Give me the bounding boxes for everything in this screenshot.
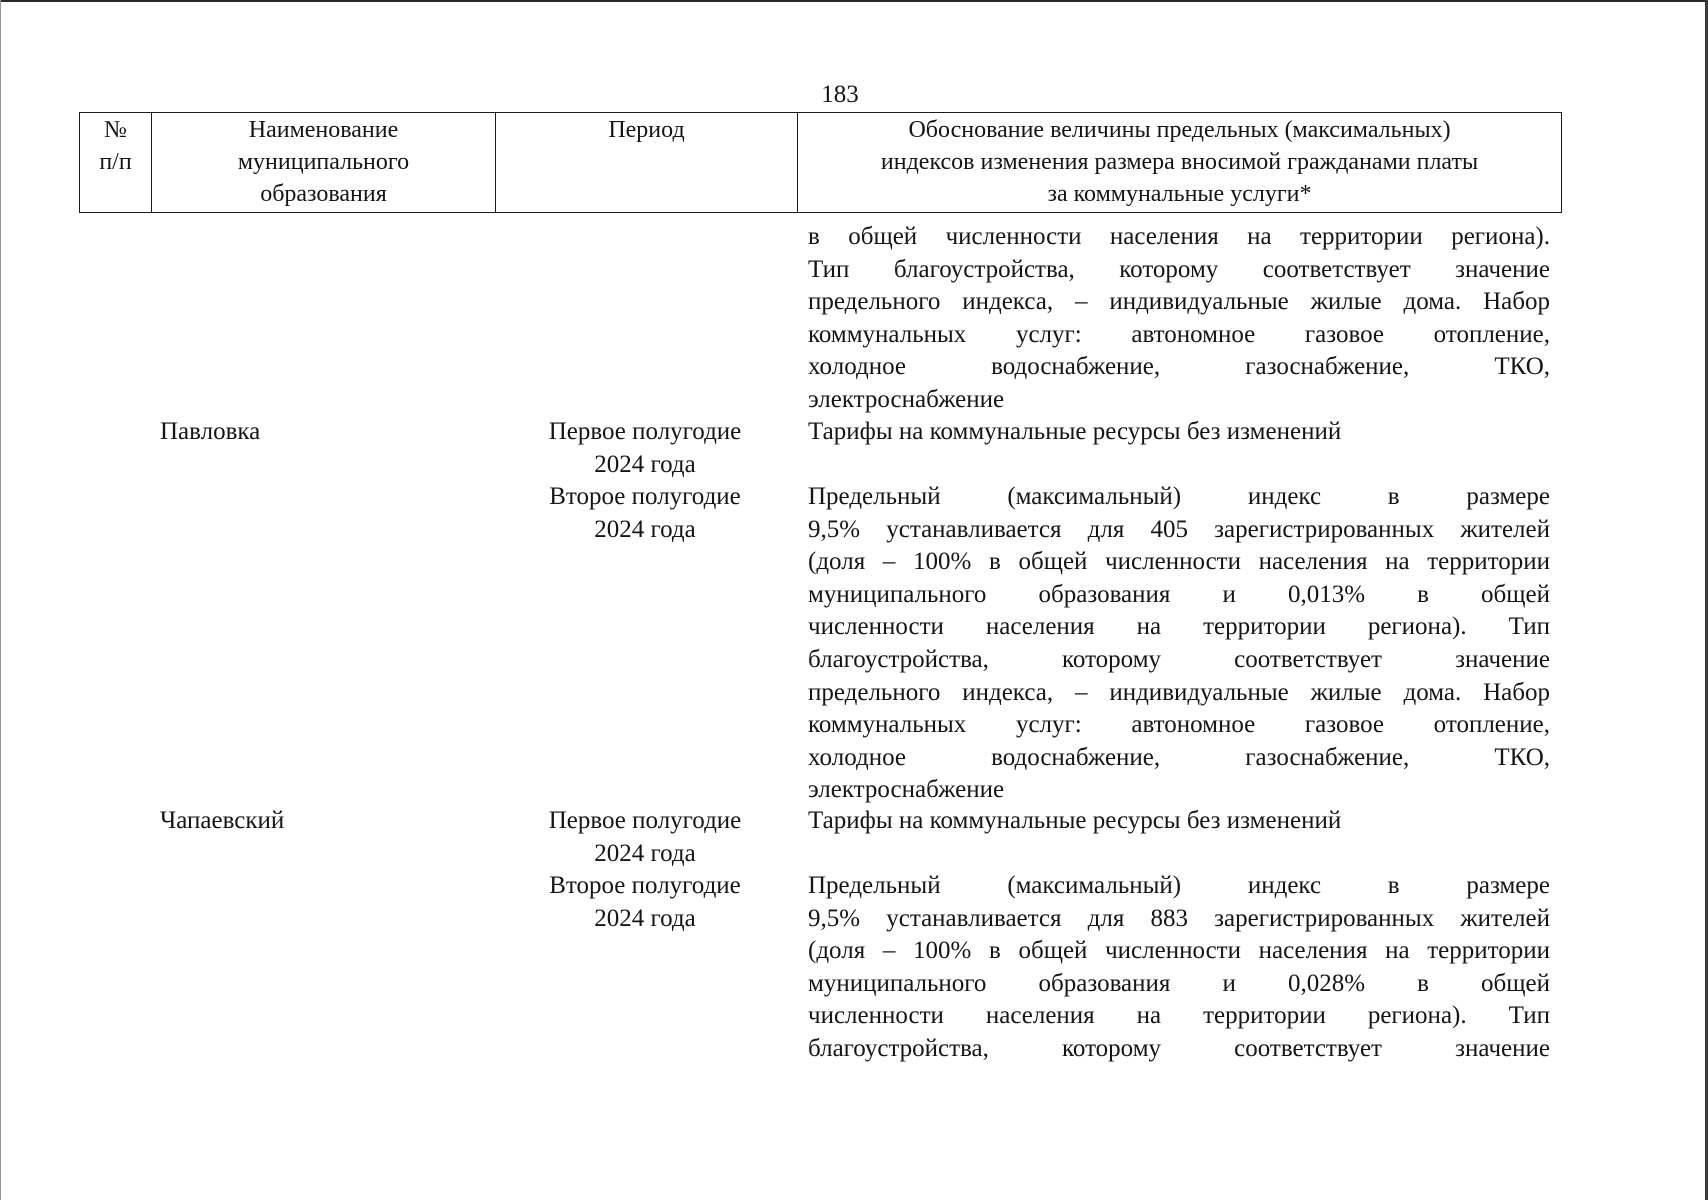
text-line: Тарифы на коммунальные ресурсы без изменений — [808, 807, 1342, 834]
text-line: (доля – 100% в общей численности населения на территории — [808, 548, 1550, 576]
header-text-line: п/п — [99, 149, 132, 175]
text-line: электроснабжение — [808, 776, 1005, 804]
period-line: Первое полугодие — [548, 418, 742, 445]
text-line: электроснабжение — [808, 385, 1005, 413]
text-line: численности населения на территории региона). Тип — [808, 613, 1550, 641]
period-first-half — [520, 805, 770, 870]
text-line: в общей численности населения на территории региона). — [808, 223, 1550, 250]
municipality-name: Чапаевский — [160, 807, 285, 834]
period-line: Первое полугодие — [548, 807, 742, 834]
text-line: 9,5% устанавливается для 883 зарегистрированных жителей — [808, 904, 1550, 932]
text-line: благоустройства, которому соответствует значение — [808, 645, 1550, 673]
header-text-line: образования — [260, 181, 387, 207]
period-line: 2024 года — [594, 515, 696, 543]
text-line: коммунальных услуг: автономное газовое отопление, — [808, 711, 1550, 739]
period-line: Второе полугодие — [549, 872, 741, 899]
header-text-line: индексов изменения размера вносимой гражданами платы — [880, 149, 1479, 175]
table-header — [79, 112, 1562, 213]
text-line: 9,5% устанавливается для 405 зарегистрированных жителей — [808, 515, 1550, 543]
header-col-period — [496, 113, 798, 213]
text-line: Предельный (максимальный) индекс в размере — [808, 872, 1550, 899]
scan-edge-left — [0, 0, 1, 1200]
text-line: коммунальных услуг: автономное газовое отопление, — [808, 320, 1550, 348]
text-line: Предельный (максимальный) индекс в размере — [808, 483, 1550, 510]
header-text-line: Период — [608, 117, 685, 143]
continuation-text — [808, 221, 1550, 417]
text-line: (доля – 100% в общей численности населения на территории — [808, 937, 1550, 965]
text-line: холодное водоснабжение, газоснабжение, ТКО, — [808, 353, 1550, 381]
text-line: предельного индекса, – индивидуальные жилые дома. Набор — [808, 678, 1550, 706]
header-text-line: за коммунальные услуги* — [1047, 181, 1312, 207]
text-line: холодное водоснабжение, газоснабжение, ТКО, — [808, 743, 1550, 771]
header-col-justification — [798, 113, 1562, 213]
header-col-number — [80, 113, 152, 213]
text-line: муниципального образования и 0,028% в общей — [808, 969, 1550, 997]
period-second-half — [520, 870, 770, 935]
period-line: 2024 года — [594, 450, 696, 478]
text-line: численности населения на территории региона). Тип — [808, 1002, 1550, 1030]
header-text-line: Обоснование величины предельных (максимальных) — [908, 117, 1451, 143]
second-half-justification — [808, 870, 1550, 1066]
text-line: Тарифы на коммунальные ресурсы без изменений — [808, 418, 1342, 445]
period-second-half — [520, 481, 770, 546]
table-header-row — [80, 113, 1562, 213]
period-line: 2024 года — [594, 839, 696, 867]
period-line: Второе полугодие — [549, 483, 741, 510]
header-text-line: № — [104, 117, 127, 143]
header-text-line: Наименование — [248, 117, 399, 143]
page-number: 183 — [821, 81, 859, 108]
text-line: Тип благоустройства, которому соответствует значение — [808, 255, 1550, 283]
period-first-half — [520, 416, 770, 481]
header-col-municipality — [152, 113, 496, 213]
text-line: предельного индекса, – индивидуальные жилые дома. Набор — [808, 288, 1550, 316]
header-text-line: муниципального — [237, 149, 410, 175]
text-line: благоустройства, которому соответствует значение — [808, 1034, 1550, 1062]
municipality-name: Павловка — [160, 418, 261, 445]
scan-edge-top — [0, 0, 1708, 2]
second-half-justification — [808, 481, 1550, 807]
first-half-justification — [808, 805, 1550, 838]
first-half-justification — [808, 416, 1550, 449]
period-line: 2024 года — [594, 904, 696, 932]
text-line: муниципального образования и 0,013% в общей — [808, 580, 1550, 608]
